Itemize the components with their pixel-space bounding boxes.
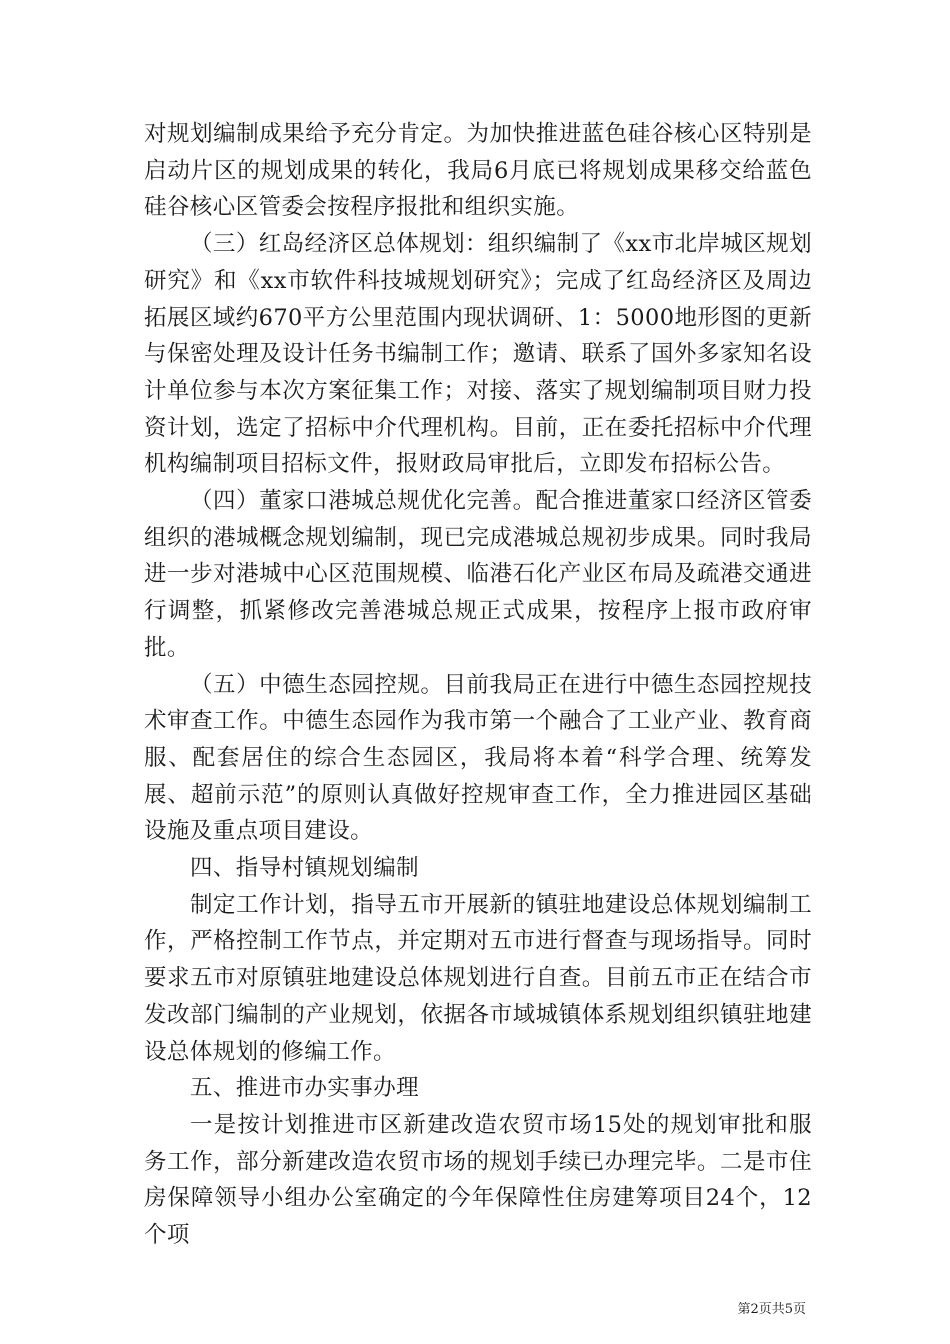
document-body <box>144 116 812 1254</box>
paragraph-city-affairs: 一是按计划推进市区新建改造农贸市场15处的规划审批和服务工作，部分新建改造农贸市场的规划手续已办理完毕。二是市住房保障领导小组办公室确定的今年保障性住房建筹项目24个，12个项 <box>144 1111 812 1249</box>
section-heading-city-affairs: 五、推进市办实事办理 <box>190 1075 420 1102</box>
paragraph-hongdao-plan: （三）红岛经济区总体规划：组织编制了《xx市北岸城区规划研究》和《xx市软件科技城规划研究》；完成了红岛经济区及周边拓展区域约670平方公里范围内现状调研、1：5000地形图的更新与保密处理及设计任务书编制工作；邀请、联系了国外多家知名设计单位参与本次方案征集工作；对接、落实了规划编制项目财力投资计划，选定了招标中介代理机构。目前，正在委托招标中介代理机构编制项目招标文件，报财政局审批后，立即发布招标公告。 <box>144 231 812 478</box>
paragraph-zhongde-park: （五）中德生态园控规。目前我局正在进行中德生态园控规技术审查工作。中德生态园作为我市第一个融合了工业产业、教育商服、配套居住的综合生态园区，我局将本着“科学合理、统筹发展、超前示范”的原则认真做好控规审查工作，全力推进园区基础设施及重点项目建设。 <box>144 671 812 845</box>
paragraph-dongjiakou-plan: （四）董家口港城总规优化完善。配合推进董家口经济区管委组织的港城概念规划编制，现已完成港城总规初步成果。同时我局进一步对港城中心区范围规模、临港石化产业区布局及疏港交通进行调整，抓紧修改完善港城总规正式成果，按程序上报市政府审批。 <box>144 488 812 661</box>
page-number-footer: 第2页共5页 <box>737 1302 806 1317</box>
paragraph-continuation: 对规划编制成果给予充分肯定。为加快推进蓝色硅谷核心区特别是启动片区的规划成果的转化，我局6月底已将规划成果移交给蓝色硅谷核心区管委会按程序报批和组织实施。 <box>144 121 812 221</box>
paragraph-village-planning: 制定工作计划，指导五市开展新的镇驻地建设总体规划编制工作，严格控制工作节点，并定期对五市进行督查与现场指导。同时要求五市对原镇驻地建设总体规划进行自查。目前五市正在结合市发改部门编制的产业规划，依据各市域城镇体系规划组织镇驻地建设总体规划的修编工作。 <box>144 891 812 1065</box>
section-heading-village-planning: 四、指导村镇规划编制 <box>190 855 420 882</box>
